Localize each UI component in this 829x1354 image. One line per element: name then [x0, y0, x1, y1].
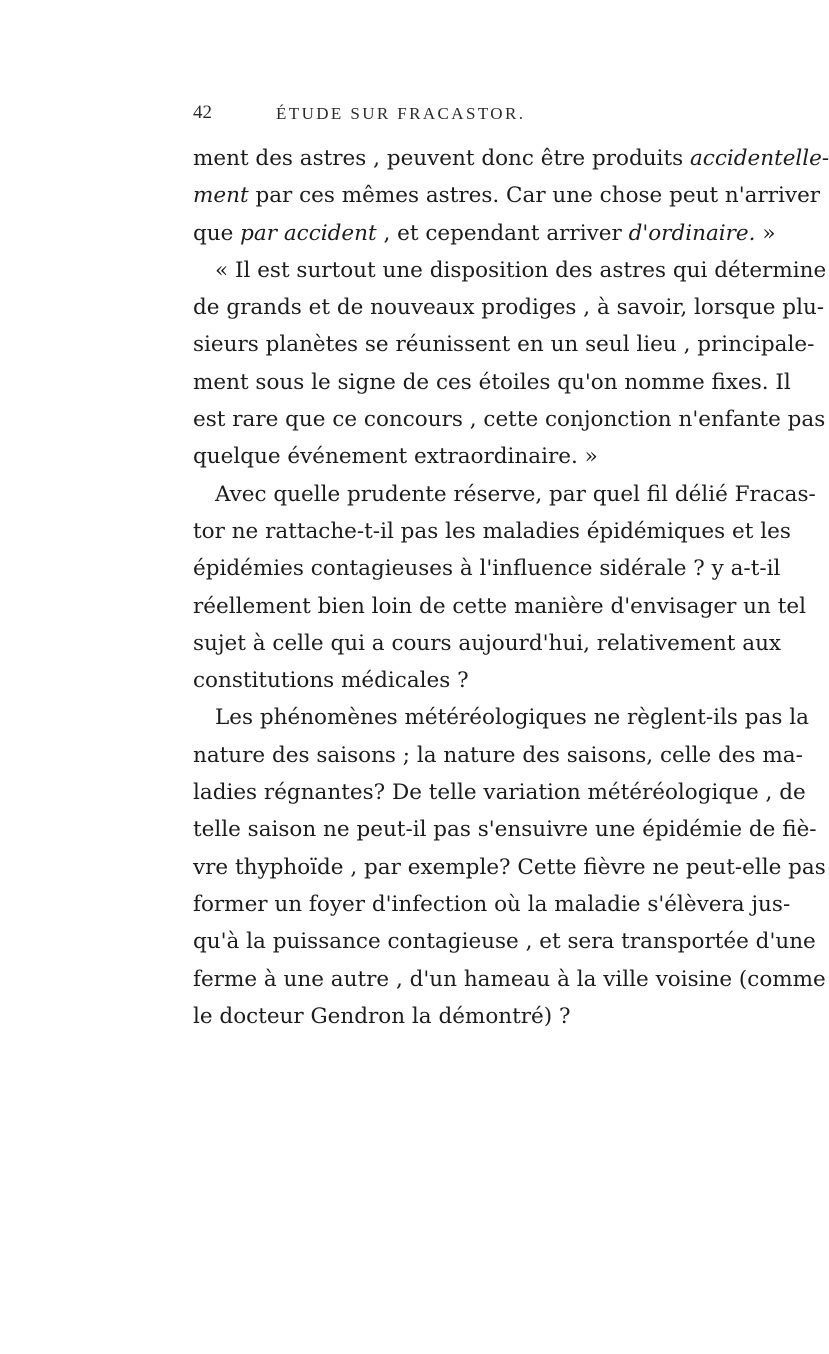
- body-text: [193, 140, 829, 1035]
- text-run: , et cependant arriver: [376, 220, 629, 246]
- text-run: épidémies contagieuses à l'influence sidérale ? y a-t-il: [193, 556, 781, 582]
- text-line: [193, 215, 776, 252]
- text-line: [193, 438, 738, 475]
- text-line: [193, 588, 806, 625]
- text-run: quelque événement extraordinaire. »: [193, 444, 598, 470]
- text-run: ment des astres , peuvent donc être produits: [193, 146, 690, 171]
- text-line: [193, 923, 816, 960]
- text-run: est rare que ce concours , cette conjonction n'enfante pas: [193, 407, 826, 433]
- text-line: [193, 774, 806, 811]
- text-run: nature des saisons ; la nature des saisons, celle des ma-: [193, 742, 803, 768]
- text-line: [193, 998, 738, 1035]
- text-run: Les phénomènes météréologiques ne règlent-ils pas la: [215, 705, 809, 731]
- text-run: vre thyphoïde , par exemple? Cette fièvre ne peut-elle pas: [193, 854, 826, 880]
- text-line: [193, 364, 791, 401]
- text-line: [193, 737, 803, 774]
- text-line: [193, 252, 827, 289]
- text-run: qu'à la puissance contagieuse , et sera transportée d'une: [193, 929, 816, 955]
- text-line: [193, 625, 782, 662]
- text-line: [193, 401, 826, 438]
- text-line: [193, 811, 817, 848]
- text-line: [193, 513, 791, 550]
- text-run: constitutions médicales ?: [193, 668, 469, 694]
- text-run: « Il est surtout une disposition des astres qui détermine: [215, 257, 827, 283]
- text-run: telle saison ne peut-il pas s'ensuivre une épidémie de fiè-: [193, 817, 817, 843]
- text-line: [193, 699, 809, 736]
- italic-phrase: ment: [193, 183, 249, 209]
- text-run: sieurs planètes se réunissent en un seul lieu , principale-: [193, 332, 815, 358]
- text-run: le docteur Gendron la démontré) ?: [193, 1003, 571, 1029]
- text-run: ladies régnantes? De telle variation météréologique , de: [193, 780, 806, 806]
- text-line: [193, 662, 738, 699]
- text-run: Avec quelle prudente réserve, par quel fil délié Fracas-: [215, 481, 816, 507]
- text-line: [193, 177, 821, 214]
- text-run: tor ne rattache-t-il pas les maladies épidémiques et les: [193, 518, 791, 544]
- text-run: ment sous le signe de ces étoiles qu'on nomme fixes. Il: [193, 369, 791, 395]
- text-run: que: [193, 220, 241, 246]
- text-run: par ces mêmes astres. Car une chose peut n'arriver: [248, 183, 821, 209]
- text-run: réellement bien loin de cette manière d'envisager un tel: [193, 593, 806, 619]
- text-run: former un foyer d'infection où la maladie s'élèvera jus-: [193, 891, 791, 917]
- text-line: [193, 961, 826, 998]
- running-head: ÉTUDE SUR FRACASTOR.: [276, 104, 526, 123]
- text-run: ferme à une autre , d'un hameau à la ville voisine (comme: [193, 966, 826, 992]
- text-line: [193, 289, 825, 326]
- text-line: [193, 886, 791, 923]
- text-line: [193, 550, 781, 587]
- italic-phrase: accidentelle-: [689, 146, 829, 171]
- text-line: [193, 849, 826, 886]
- text-line: [193, 476, 816, 513]
- text-run: de grands et de nouveaux prodiges , à savoir, lorsque plu-: [193, 295, 825, 321]
- text-line: [193, 326, 815, 363]
- text-run: »: [755, 220, 776, 246]
- italic-phrase: d'ordinaire.: [628, 220, 756, 246]
- page-number: 42: [193, 102, 212, 123]
- italic-phrase: par accident: [240, 220, 377, 246]
- text-run: sujet à celle qui a cours aujourd'hui, relativement aux: [193, 630, 782, 656]
- text-line: [193, 140, 829, 177]
